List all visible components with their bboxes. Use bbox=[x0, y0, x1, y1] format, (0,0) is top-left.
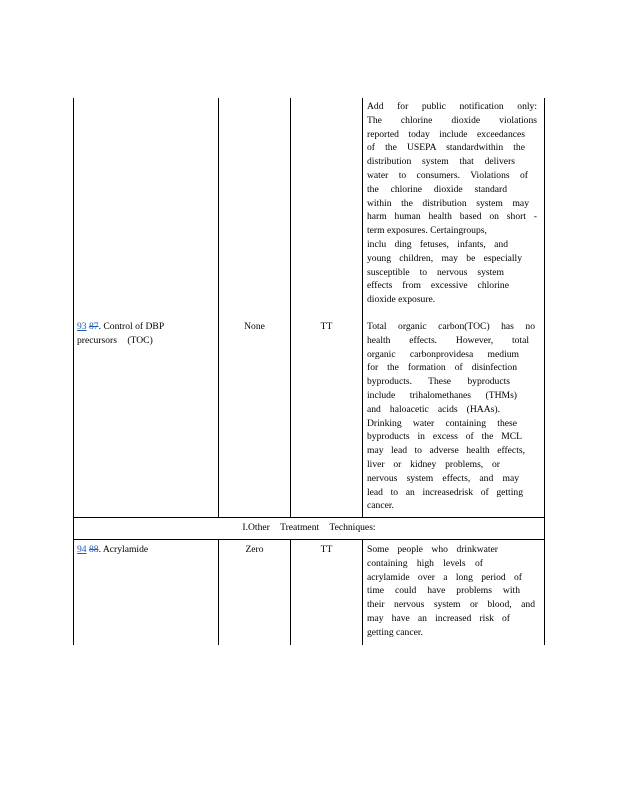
column-divider-3 bbox=[362, 98, 363, 517]
description-line: distribution system that delivers bbox=[367, 156, 515, 168]
description-line: Drinking water containing these bbox=[367, 417, 517, 429]
table-left-border bbox=[73, 98, 74, 645]
description-line: may have an increased risk of bbox=[367, 612, 510, 624]
description-line: containing high levels of bbox=[367, 557, 483, 569]
table-right-border bbox=[544, 98, 545, 645]
description-line: may lead to adverse health effects, bbox=[367, 445, 525, 457]
item-number-new: 93 bbox=[77, 321, 87, 332]
description-line: byproducts in excess of the MCL bbox=[367, 431, 522, 443]
description-line: young children, may be especially bbox=[367, 252, 522, 264]
row3-mclg: Zero bbox=[245, 544, 264, 555]
item-number-old: 88 bbox=[89, 544, 99, 555]
contaminant-name-line2: precursors (TOC) bbox=[77, 334, 153, 346]
description-line: effects from excessive chlorine bbox=[367, 280, 509, 292]
item-number-old: 87 bbox=[89, 321, 99, 332]
description-line: getting cancer. bbox=[367, 626, 423, 638]
description-line: organic carbonprovidesa medium bbox=[367, 348, 519, 360]
description-line: within the distribution system may bbox=[367, 197, 529, 209]
description-line: for the formation of disinfection bbox=[367, 362, 517, 374]
description-line: term exposures. Certaingroups, bbox=[367, 225, 487, 237]
description-line: Some people who drinkwater bbox=[367, 544, 498, 555]
description-line: the chlorine dioxide standard bbox=[367, 183, 507, 195]
description-line: dioxide exposure. bbox=[367, 294, 436, 306]
row1-description bbox=[367, 100, 537, 307]
row3-mcl: TT bbox=[320, 544, 333, 555]
description-line: lead to an increasedrisk of getting bbox=[367, 486, 523, 498]
description-line: of the USEPA standardwithin the bbox=[367, 142, 525, 154]
row3-contaminant bbox=[77, 543, 215, 557]
description-line: their nervous system or blood, and bbox=[367, 599, 535, 611]
contaminant-name: . Control of DBP bbox=[98, 321, 165, 332]
description-line: Add for public notification only: bbox=[367, 101, 537, 112]
row3-description bbox=[367, 543, 535, 640]
description-line: Total organic carbon(TOC) has no bbox=[367, 321, 535, 332]
column-divider-3-row3 bbox=[362, 539, 363, 645]
description-line: reported today include exceedances bbox=[367, 128, 525, 140]
section-bottom-border bbox=[73, 539, 545, 540]
column-divider-2 bbox=[290, 98, 291, 517]
row2-description bbox=[367, 320, 535, 513]
description-line: susceptible to nervous system bbox=[367, 266, 504, 278]
description-line: nervous system effects, and may bbox=[367, 472, 519, 484]
description-line: water to consumers. Violations of bbox=[367, 169, 528, 181]
contaminant-name: . Acrylamide bbox=[98, 544, 149, 555]
row2-mcl: TT bbox=[320, 321, 333, 332]
description-line: inclu ding fetuses, infants, and bbox=[367, 238, 508, 250]
description-line: byproducts. These byproducts bbox=[367, 376, 510, 388]
description-line: and haloacetic acids (HAAs). bbox=[367, 403, 500, 415]
item-number-new: 94 bbox=[77, 544, 87, 555]
description-line: liver or kidney problems, or bbox=[367, 458, 500, 470]
description-line: time could have problems with bbox=[367, 585, 520, 597]
description-line: health effects. However, total bbox=[367, 334, 529, 346]
section-top-border bbox=[73, 517, 545, 518]
row2-contaminant bbox=[77, 320, 215, 348]
description-line: include trihalomethanes (THMs) bbox=[367, 389, 517, 401]
section-heading: I.Other Treatment Techniques: bbox=[242, 522, 376, 533]
description-line: cancer. bbox=[367, 500, 394, 512]
description-line: harm human health based on short - bbox=[367, 211, 537, 223]
column-divider-1 bbox=[218, 98, 219, 517]
description-line: acrylamide over a long period of bbox=[367, 571, 522, 583]
row2-mclg: None bbox=[244, 321, 265, 332]
description-line: The chlorine dioxide violations bbox=[367, 114, 537, 126]
